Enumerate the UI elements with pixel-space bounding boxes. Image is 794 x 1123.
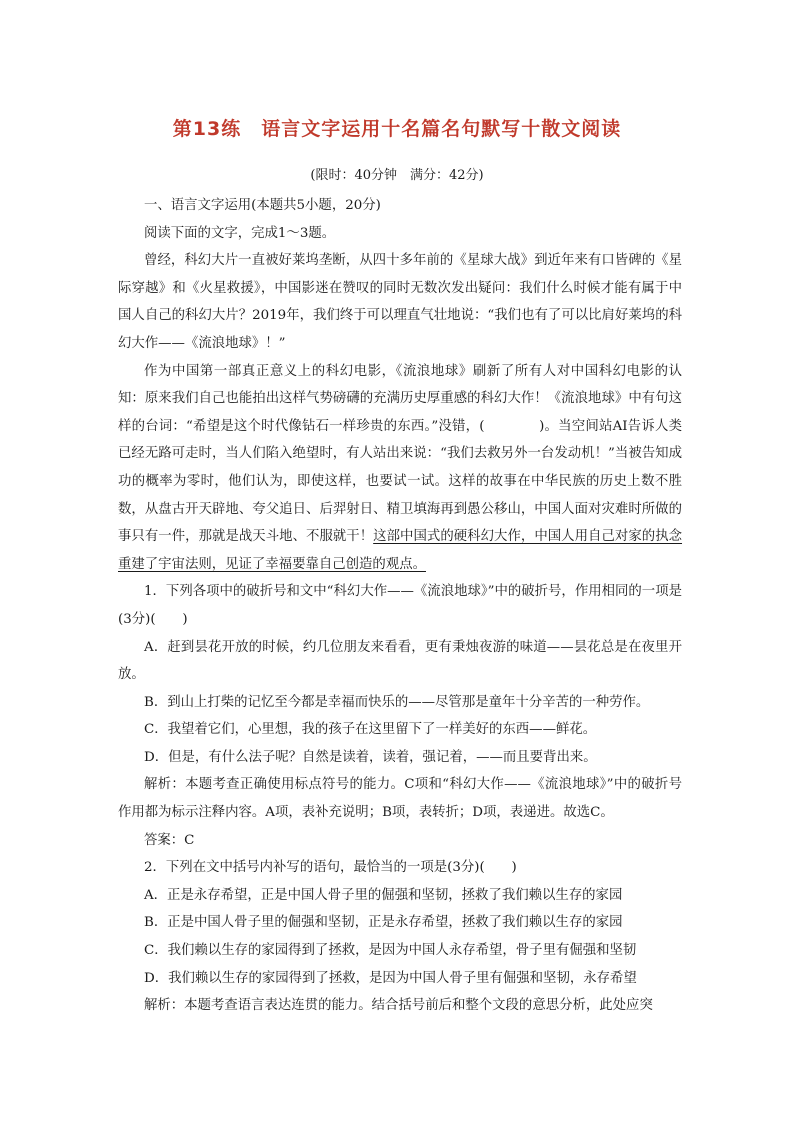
question-2-option-c: C．我们赖以生存的家园得到了拯救，是因为中国人永存希望，骨子里有倔强和坚韧	[144, 943, 637, 959]
passage-paragraph-2-text: 作为中国第一部真正意义上的科幻电影，《流浪地球》刷新了所有人对中国科幻电影的认知：原来我们自己也能拍出这样气势磅礴的充满历史厚重感的科幻大作！《流浪地球》中有句这样的台词：“希望是这个时代像钻石一样珍贵的东西。”没错，( )。当空间站AI告诉人类已经无路可走时，当人们陷入绝望时，有人站出来说：“我们去救另外一台发动机！”当被告知成功的概率为零时，他们认为，即使这样，也要试一试。这样的故事在中华民族的历史上数不胜数，从盘古开天辟地、夸父追日、后羿射日、精卫填海再到愚公移山，中国人面对灾难时所做的事只有一件，那就是战天斗地、不服就干！	[118, 363, 682, 545]
question-1-option-d: D．但是，有什么法子呢？自然是读着，读着，强记着，——而且要背出来。	[144, 749, 597, 765]
question-1-option-a: A．赶到昙花开放的时候，约几位朋友来看看，更有秉烛夜游的味道——昙花总是在夜里开放。	[118, 639, 682, 683]
page-title: 第13练 语言文字运用十名篇名句默写十散文阅读	[172, 118, 622, 140]
underlined-sentence: 这部中国式的硬科幻大作，中国人用自己对家的执念重建了宇宙法则，见证了幸福要靠自己创造的观点。	[118, 529, 683, 572]
question-1-answer: 答案：C	[144, 832, 195, 848]
question-1-stem: 1．下列各项中的破折号和文中“科幻大作——《流浪地球》”中的破折号，作用相同的一项是(3分)( )	[118, 584, 682, 627]
question-1-option-c: C．我望着它们，心里想，我的孩子在这里留下了一样美好的东西——鲜花。	[144, 722, 597, 738]
section-heading: 一、语言文字运用(本题共5小题，20分)	[144, 198, 381, 213]
question-1-option-b: B．到山上打柴的记忆至今都是幸福而快乐的——尽管那是童年十分辛苦的一种劳作。	[144, 694, 650, 710]
reading-instruction: 阅读下面的文字，完成1～3题。	[144, 225, 336, 241]
question-1-analysis: 解析：本题考查正确使用标点符号的能力。C项和“科幻大作——《流浪地球》”中的破折号作用都为标示注释内容。A项，表补充说明；B项，表转折；D项，表递进。故选C。	[118, 777, 682, 821]
question-2-option-d: D．我们赖以生存的家园得到了拯救，是因为中国人骨子里有倔强和坚韧，永存希望	[144, 970, 637, 986]
time-score-info: (限时：40分钟 满分：42分)	[310, 168, 484, 183]
question-2-option-a: A．正是永存希望，正是中国人骨子里的倔强和坚韧，拯救了我们赖以生存的家园	[144, 887, 623, 903]
question-2-option-b: B．正是中国人骨子里的倔强和坚韧，正是永存希望，拯救了我们赖以生存的家园	[144, 915, 623, 931]
passage-paragraph-1: 曾经，科幻大片一直被好莱坞垄断，从四十多年前的《星球大战》到近年来有口皆碑的《星际穿越》和《火星救援》，中国影迷在赞叹的同时无数次发出疑问：我们什么时候才能有属于中国人自己的科幻大片？2019年，我们终于可以理直气壮地说：“我们也有了可以比肩好莱坞的科幻大作——《流浪地球》！”	[118, 253, 682, 351]
document-body	[118, 192, 682, 1020]
question-2-stem: 2．下列在文中括号内补写的语句，最恰当的一项是(3分)( )	[144, 860, 517, 876]
question-2-analysis: 解析：本题考查语言表达连贯的能力。结合括号前后和整个文段的意思分析，此处应突	[144, 998, 653, 1014]
passage-paragraph-2	[118, 358, 682, 579]
